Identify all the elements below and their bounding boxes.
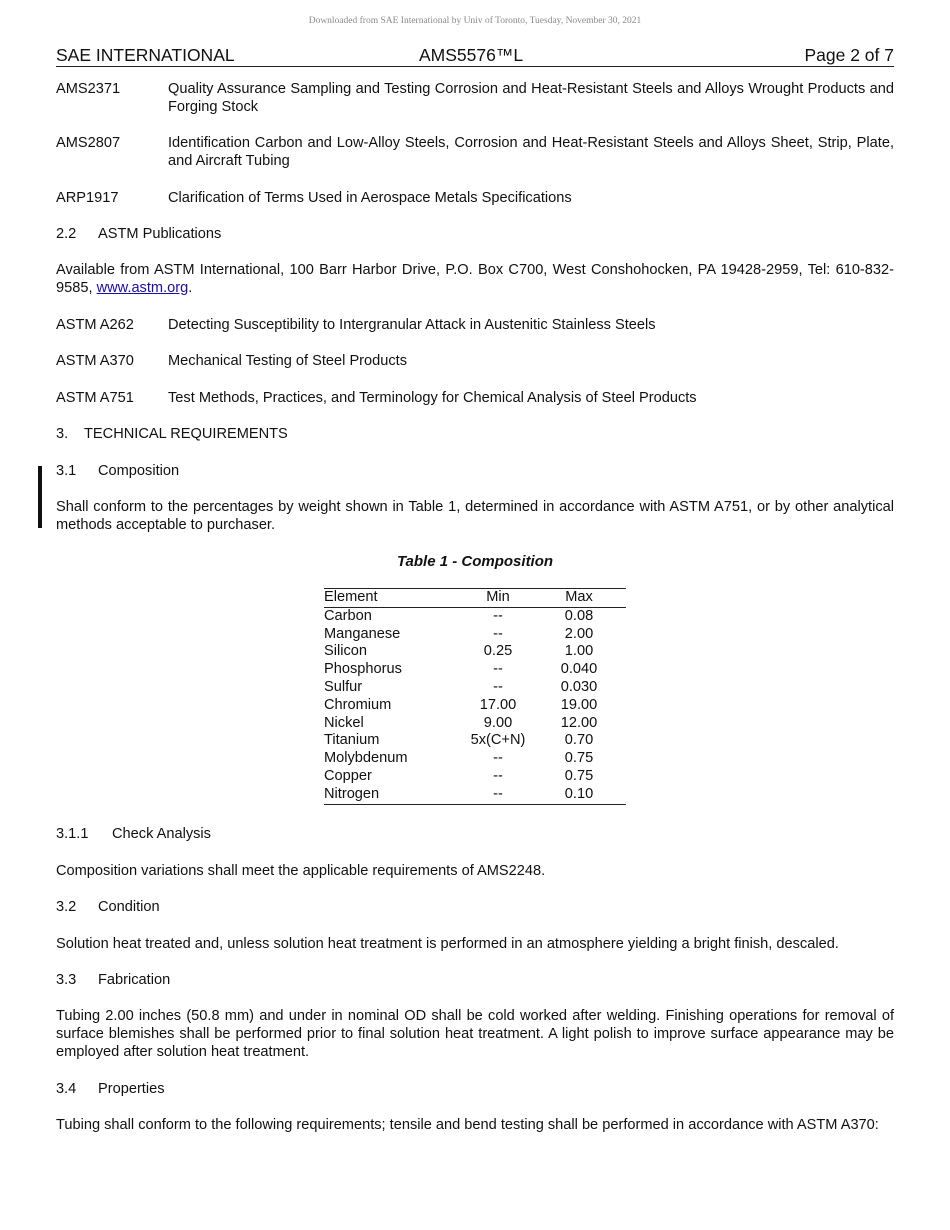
reference-entry	[56, 134, 894, 170]
element-cell: Manganese	[324, 625, 401, 642]
max-cell: 0.08	[564, 607, 594, 624]
element-cell: Nitrogen	[324, 785, 380, 802]
fabrication-paragraph: Tubing 2.00 inches (50.8 mm) and under in nominal OD shall be cold worked after welding. Finishing operations for removal of surface blemishes shall be performed prior to final solution heat treatment. A light polish to improve surface appearance may be employed after solution heat treatment.	[56, 1008, 894, 1060]
element-cell: Carbon	[324, 607, 372, 624]
section-title: Properties	[98, 1081, 165, 1097]
min-cell: 5x(C+N)	[470, 732, 526, 749]
reference-entry	[56, 389, 894, 407]
min-cell: --	[493, 785, 503, 802]
table-row	[324, 697, 626, 715]
max-cell: 0.75	[564, 750, 594, 767]
max-cell: 0.70	[564, 732, 594, 749]
max-cell: 2.00	[564, 625, 594, 642]
reference-entry	[56, 316, 894, 334]
header-page-number: Page 2 of 7	[804, 45, 894, 65]
table-row	[324, 750, 626, 768]
reference-title: Identification Carbon and Low-Alloy Steels, Corrosion and Heat-Resistant Steels and Alloys Sheet, Strip, Plate, and Aircraft Tubing	[168, 135, 894, 169]
section-number: 3.1.1	[56, 826, 89, 842]
reference-title: Test Methods, Practices, and Terminology for Chemical Analysis of Steel Products	[168, 390, 697, 406]
section-number: 3.2	[56, 899, 77, 915]
reference-code: AMS2371	[56, 81, 121, 97]
astm-availability-paragraph	[56, 261, 894, 297]
table-row	[324, 679, 626, 697]
availability-end: .	[188, 280, 193, 296]
element-cell: Silicon	[324, 643, 367, 660]
reference-code: AMS2807	[56, 135, 121, 151]
min-cell: --	[493, 767, 503, 784]
properties-paragraph: Tubing shall conform to the following requirements; tensile and bend testing shall be performed in accordance with ASTM A370:	[56, 1117, 879, 1133]
section-number: 3.3	[56, 972, 77, 988]
table-row	[324, 786, 626, 804]
section-heading-3-3	[56, 971, 894, 989]
element-cell: Molybdenum	[324, 750, 408, 767]
column-header: Element	[324, 589, 378, 605]
reference-title: Clarification of Terms Used in Aerospace Metals Specifications	[168, 190, 572, 206]
element-cell: Nickel	[324, 714, 364, 731]
max-cell: 1.00	[564, 643, 594, 660]
astm-website-link[interactable]: www.astm.org	[96, 280, 189, 296]
header-org: SAE INTERNATIONAL	[56, 45, 235, 65]
composition-paragraph: Shall conform to the percentages by weight shown in Table 1, determined in accordance with ASTM A751, or by other analytical methods acceptable to purchaser.	[56, 499, 894, 533]
min-cell: --	[493, 607, 503, 624]
reference-code: ARP1917	[56, 190, 119, 206]
table-row	[324, 607, 626, 625]
download-watermark: Downloaded from SAE International by Univ of Toronto, Tuesday, November 30, 2021	[308, 16, 642, 26]
max-cell: 0.10	[564, 785, 594, 802]
section-title: TECHNICAL REQUIREMENTS	[84, 426, 288, 442]
table-row	[324, 768, 626, 786]
section-title: Composition	[98, 463, 180, 479]
max-cell: 0.75	[564, 767, 594, 784]
check-analysis-paragraph: Composition variations shall meet the applicable requirements of AMS2248.	[56, 863, 546, 879]
availability-text: Available from ASTM International, 100 Barr Harbor Drive, P.O. Box C700, West Conshohocken, PA 19428-2959, Tel: 610-832-9585,	[56, 262, 894, 296]
reference-entry	[56, 352, 894, 370]
reference-code: ASTM A751	[56, 390, 134, 406]
reference-title: Mechanical Testing of Steel Products	[168, 353, 408, 369]
max-cell: 0.030	[560, 678, 598, 695]
table-row	[324, 732, 626, 750]
reference-entry	[56, 80, 894, 116]
revision-change-bar	[38, 466, 42, 528]
section-heading-2-2	[56, 225, 894, 243]
table-row	[324, 715, 626, 733]
reference-code: ASTM A370	[56, 353, 134, 369]
min-cell: 0.25	[483, 643, 513, 660]
element-cell: Chromium	[324, 696, 392, 713]
section-heading-3-1-1	[56, 825, 894, 843]
section-number: 2.2	[56, 226, 77, 242]
min-cell: --	[493, 678, 503, 695]
column-header: Min	[486, 589, 510, 605]
table-caption: Table 1 - Composition	[396, 553, 554, 570]
section-heading-3-4	[56, 1080, 894, 1098]
reference-entry	[56, 189, 894, 207]
min-cell: --	[493, 750, 503, 767]
condition-paragraph: Solution heat treated and, unless solution heat treatment is performed in an atmosphere yielding a bright finish, descaled.	[56, 936, 839, 952]
section-heading-3-2	[56, 898, 894, 916]
section-number: 3.4	[56, 1081, 77, 1097]
section-heading-3-1	[56, 462, 894, 480]
element-cell: Sulfur	[324, 678, 363, 695]
section-title: Condition	[98, 899, 160, 915]
reference-title: Detecting Susceptibility to Intergranular Attack in Austenitic Stainless Steels	[168, 317, 656, 333]
element-cell: Titanium	[324, 732, 380, 749]
min-cell: 17.00	[479, 696, 517, 713]
column-header: Max	[565, 589, 593, 605]
header-doc-number: AMS5576™L	[419, 45, 524, 65]
min-cell: --	[493, 625, 503, 642]
section-title: ASTM Publications	[98, 226, 222, 242]
element-cell: Copper	[324, 767, 372, 784]
reference-code: ASTM A262	[56, 317, 134, 333]
element-cell: Phosphorus	[324, 661, 402, 678]
composition-table	[324, 588, 626, 805]
table-header-row	[324, 589, 626, 608]
section-number: 3.1	[56, 463, 77, 479]
page-header	[56, 44, 894, 67]
section-heading-3	[56, 425, 894, 443]
section-number: 3.	[56, 426, 69, 442]
min-cell: --	[493, 661, 503, 678]
max-cell: 19.00	[560, 696, 598, 713]
max-cell: 12.00	[560, 714, 598, 731]
reference-title: Quality Assurance Sampling and Testing Corrosion and Heat-Resistant Steels and Alloys Wrought Products and Forging Stock	[168, 81, 894, 115]
section-title: Check Analysis	[112, 826, 211, 842]
max-cell: 0.040	[560, 661, 598, 678]
table-row	[324, 661, 626, 679]
table-row	[324, 626, 626, 644]
section-title: Fabrication	[98, 972, 171, 988]
table-row	[324, 643, 626, 661]
min-cell: 9.00	[483, 714, 513, 731]
